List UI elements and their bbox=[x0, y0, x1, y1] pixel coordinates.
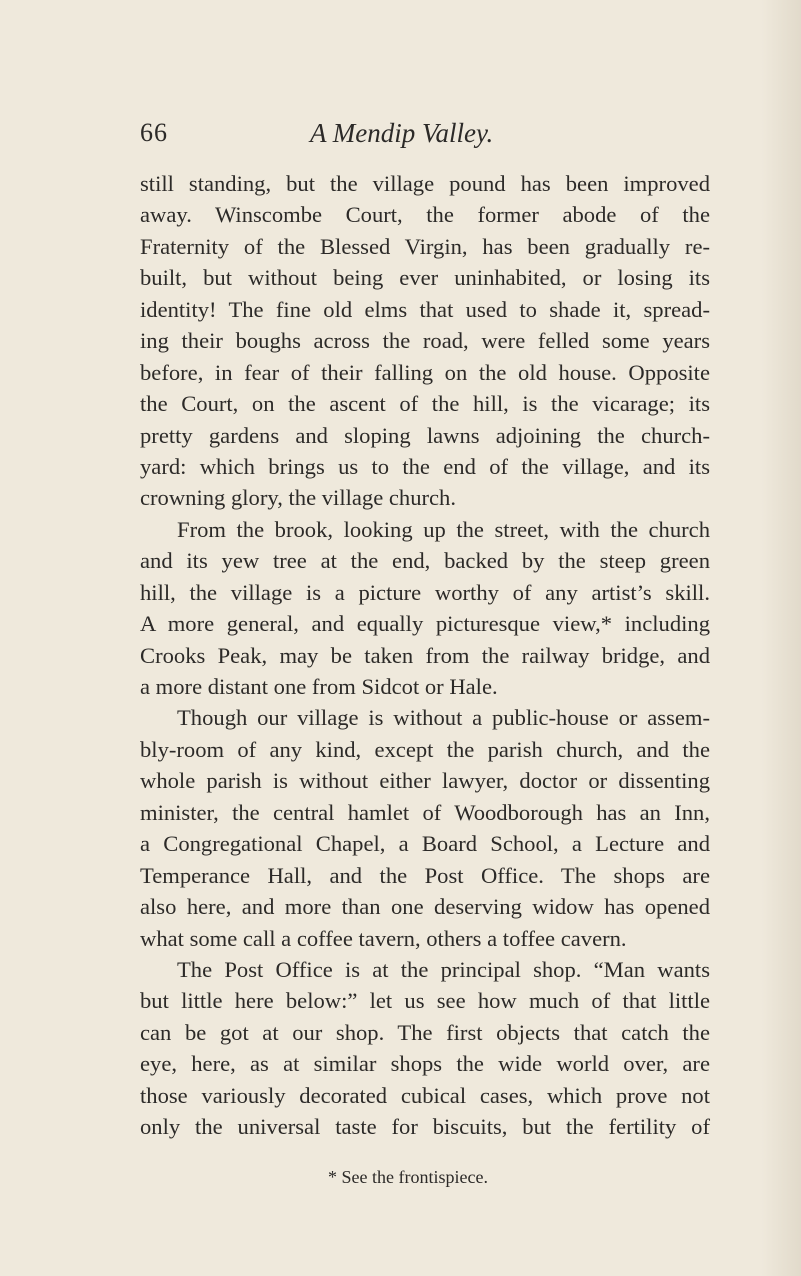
text-line: whole parish is without either lawyer, doctor or dissenting bbox=[140, 768, 710, 794]
text-line: hill, the village is a picture worthy of any artist’s skill. bbox=[140, 579, 710, 605]
text-line: away. Winscombe Court, the former abode of the bbox=[140, 202, 710, 228]
text-line: can be got at our shop. The first objects that catch the bbox=[140, 1019, 710, 1045]
text-line: and its yew tree at the end, backed by the steep green bbox=[140, 548, 710, 574]
text-line: also here, and more than one deserving widow has opened bbox=[140, 894, 710, 920]
text-line: but little here below:” let us see how much of that little bbox=[140, 988, 710, 1014]
text-line: Temperance Hall, and the Post Office. The shops are bbox=[140, 862, 710, 888]
text-line: crowning glory, the village church. bbox=[140, 485, 457, 511]
text-line: yard: which brings us to the end of the village, and its bbox=[140, 453, 710, 479]
text-line: bly-room of any kind, except the parish church, and the bbox=[140, 736, 710, 762]
text-line: minister, the central hamlet of Woodborough has an Inn, bbox=[140, 799, 710, 825]
text-line: a Congregational Chapel, a Board School, a Lecture and bbox=[140, 831, 710, 857]
footnote: * See the frontispiece. bbox=[328, 1167, 488, 1187]
running-title: A Mendip Valley. bbox=[310, 118, 494, 148]
text-line: Though our village is without a public-house or assem- bbox=[177, 705, 710, 731]
text-line: before, in fear of their falling on the old house. Opposite bbox=[140, 359, 710, 385]
text-line: pretty gardens and sloping lawns adjoining the church- bbox=[140, 422, 710, 448]
text-line: those variously decorated cubical cases, which prove not bbox=[140, 1082, 710, 1108]
text-line: identity! The fine old elms that used to shade it, spread- bbox=[140, 296, 710, 322]
text-line: the Court, on the ascent of the hill, is the vicarage; its bbox=[140, 391, 710, 417]
text-line: eye, here, as at similar shops the wide world over, are bbox=[140, 1051, 710, 1077]
text-line: From the brook, looking up the street, with the church bbox=[177, 516, 710, 542]
running-head bbox=[140, 118, 710, 154]
text-line: still standing, but the village pound has been improved bbox=[140, 171, 710, 196]
text-line: Crooks Peak, may be taken from the railway bridge, and bbox=[140, 642, 710, 668]
text-line: A more general, and equally picturesque view,* including bbox=[140, 611, 710, 637]
text-line: The Post Office is at the principal shop. “Man wants bbox=[177, 956, 710, 982]
text-line: what some call a coffee tavern, others a toffee cavern. bbox=[140, 925, 627, 951]
page-number: 66 bbox=[140, 118, 168, 147]
text-line: only the universal taste for biscuits, but the fertility of bbox=[140, 1114, 710, 1140]
text-line: ing their boughs across the road, were felled some years bbox=[140, 328, 710, 354]
body-text bbox=[140, 168, 710, 1143]
text-line: built, but without being ever uninhabited, or losing its bbox=[140, 265, 710, 291]
text-line: a more distant one from Sidcot or Hale. bbox=[140, 674, 498, 699]
page-edge-shadow bbox=[761, 0, 801, 1276]
text-line: Fraternity of the Blessed Virgin, has been gradually re- bbox=[140, 233, 710, 259]
